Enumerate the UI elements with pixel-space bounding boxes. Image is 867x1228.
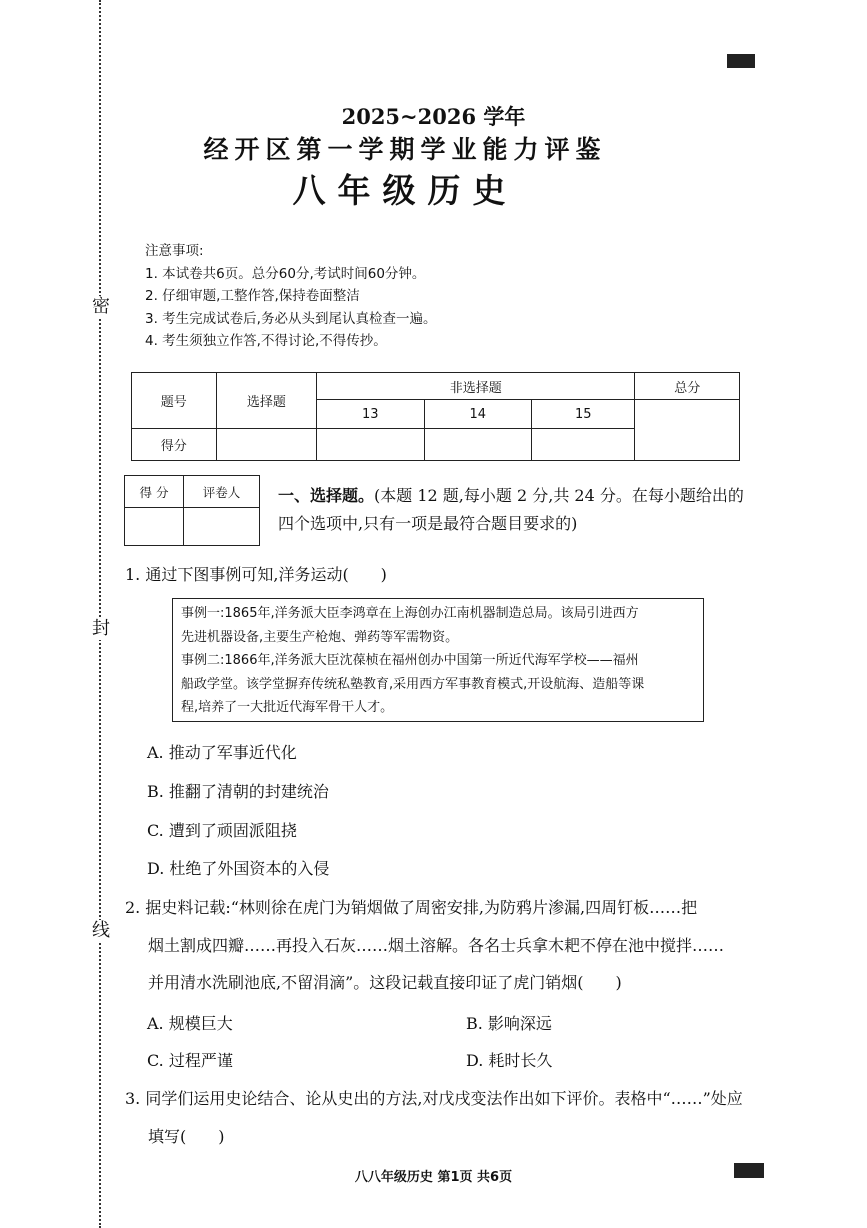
exam-year: 2025~2026 学年 xyxy=(341,104,526,129)
seal-char-feng: 封 xyxy=(92,618,110,639)
section-heading xyxy=(278,482,758,538)
exam-subtitle: 经开区第一学期学业能力评鉴 xyxy=(203,135,607,164)
section-desc-1: (本题 12 题,每小题 2 分,共 24 分。在每小题给出的 xyxy=(374,486,744,505)
grader-name-cell xyxy=(184,508,260,546)
q1-option-d: D. 杜绝了外国资本的入侵 xyxy=(147,859,330,878)
score-col-total: 总分 xyxy=(635,373,740,400)
q1-material-line: 事例一:1865年,洋务派大臣李鸿章在上海创办江南机器制造总局。该局引进西方 xyxy=(181,606,639,621)
score-subcol-14: 14 xyxy=(424,400,531,429)
grader-table xyxy=(124,475,260,546)
q3-line: 填写( ) xyxy=(148,1127,225,1146)
score-row-label: 得分 xyxy=(132,429,217,461)
q1-option-a: A. 推动了军事近代化 xyxy=(147,743,297,762)
registration-mark-top xyxy=(727,54,755,68)
q3-line: 3. 同学们运用史论结合、论从史出的方法,对戊戌变法作出如下评价。表格中“……”处应 xyxy=(125,1089,743,1108)
score-col-question: 题号 xyxy=(132,373,217,429)
grader-score-label: 得 分 xyxy=(125,476,184,508)
seal-char-xian: 线 xyxy=(92,920,110,941)
page-footer: 八八年级历史 第1页 共6页 xyxy=(354,1170,513,1185)
q1-material-box xyxy=(172,598,704,722)
q2-option-b: B. 影响深远 xyxy=(466,1014,552,1033)
q1-material-line: 事例二:1866年,洋务派大臣沈葆桢在福州创办中国第一所近代海军学校——福州 xyxy=(181,653,639,668)
section-title: 一、选择题。 xyxy=(278,486,375,505)
score-table xyxy=(131,372,740,461)
score-cell-15 xyxy=(532,429,635,461)
notes-item: 1. 本试卷共6页。总分60分,考试时间60分钟。 xyxy=(145,265,426,282)
score-total-cell xyxy=(635,400,740,461)
q1-option-c: C. 遭到了顽固派阻挠 xyxy=(147,821,297,840)
q1-material-line: 程,培养了一大批近代海军骨干人才。 xyxy=(181,700,394,715)
notes-item: 4. 考生须独立作答,不得讨论,不得传抄。 xyxy=(145,333,387,349)
score-subcol-13: 13 xyxy=(317,400,424,429)
q1-material-line: 船政学堂。该学堂摒弃传统私塾教育,采用西方军事教育模式,开设航海、造船等课 xyxy=(181,676,645,692)
score-cell-13 xyxy=(317,429,424,461)
q1-stem: 1. 通过下图事例可知,洋务运动( ) xyxy=(125,565,387,584)
notes xyxy=(145,240,436,353)
notes-item: 2. 仔细审题,工整作答,保持卷面整洁 xyxy=(145,288,360,304)
score-subcol-15: 15 xyxy=(532,400,635,429)
score-cell-choice xyxy=(216,429,316,461)
section-desc-2: 四个选项中,只有一项是最符合题目要求的) xyxy=(278,514,578,533)
q2-option-a: A. 规模巨大 xyxy=(147,1014,233,1033)
q1-material-line: 先进机器设备,主要生产枪炮、弹药等军需物资。 xyxy=(181,629,459,645)
score-col-nonchoice: 非选择题 xyxy=(317,373,635,400)
score-col-choice: 选择题 xyxy=(216,373,316,429)
score-cell-14 xyxy=(424,429,531,461)
notes-heading: 注意事项: xyxy=(145,243,204,259)
seal-char-mi: 密 xyxy=(92,296,110,317)
q2-option-c: C. 过程严谨 xyxy=(147,1051,233,1070)
q2-option-d: D. 耗时长久 xyxy=(466,1051,553,1070)
notes-item: 3. 考生完成试卷后,务必从头到尾认真检查一遍。 xyxy=(145,310,437,327)
grader-name-label: 评卷人 xyxy=(184,476,260,508)
q2-line: 烟土割成四瓣……再投入石灰……烟土溶解。各名士兵拿木耙不停在池中搅拌…… xyxy=(148,936,725,955)
grader-score-cell xyxy=(125,508,184,546)
q1-option-b: B. 推翻了清朝的封建统治 xyxy=(147,782,329,801)
q2-line: 并用清水洗刷池底,不留涓滴”。这段记载直接印证了虎门销烟( ) xyxy=(148,973,622,992)
exam-title: 八年级历史 xyxy=(292,171,518,210)
q2-line: 2. 据史料记载:“林则徐在虎门为销烟做了周密安排,为防鸦片渗漏,四周钉板……把 xyxy=(125,898,698,917)
